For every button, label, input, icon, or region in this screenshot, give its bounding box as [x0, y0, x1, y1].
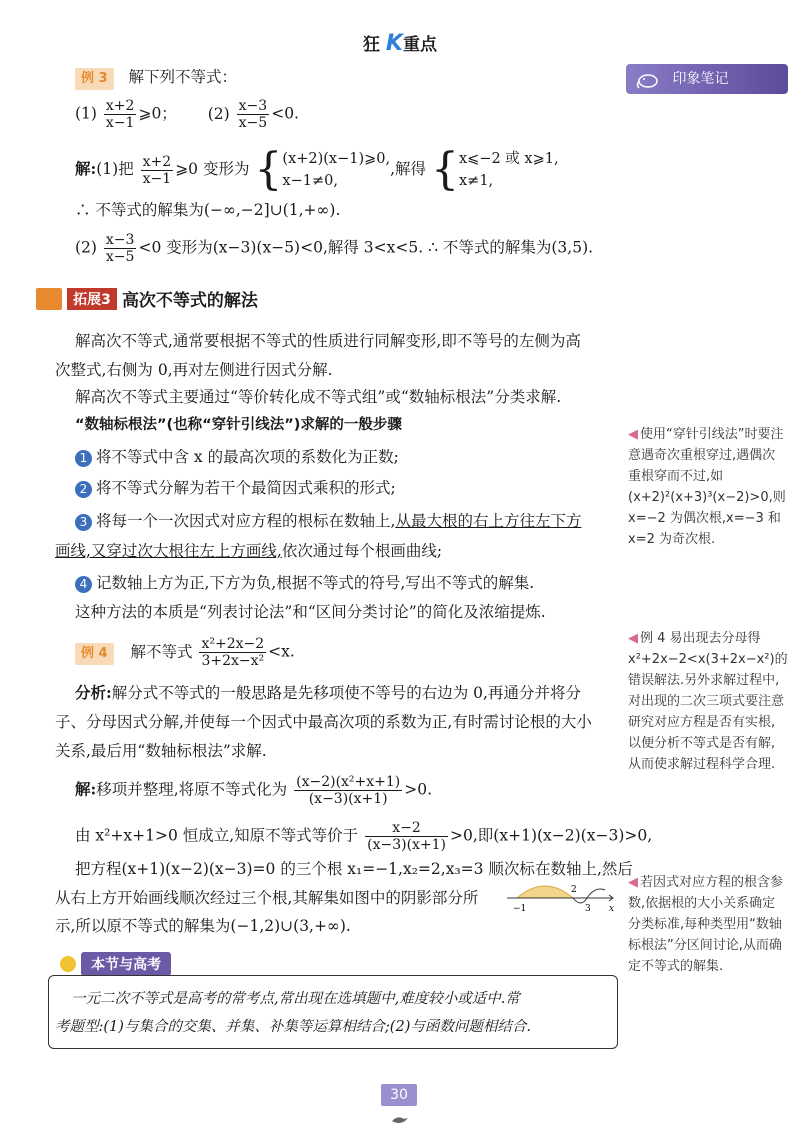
s1-c: ,解得 [390, 160, 427, 178]
page-number-text: 30 [390, 1087, 408, 1103]
example4-prompt-text: 解不等式 [130, 642, 193, 661]
sys2-l2: x≠1, [459, 173, 494, 189]
page-header [0, 30, 800, 56]
sign-curve [573, 889, 605, 903]
s1-fraction [141, 154, 174, 187]
example4-solution-fraction [294, 774, 402, 807]
example3-prompt: 解下列不等式： [128, 68, 238, 86]
sol-den: (x−3)(x+1) [308, 791, 388, 807]
step-3-number: 3 [75, 514, 92, 531]
s2-a: (2) [75, 238, 97, 257]
s2-b: <0 变形为(x−3)(x−5)<0,解得 3<x<5. ∴ 不等式的解集为(3,5). [138, 238, 594, 257]
eq-a: 由 x²+x+1>0 恒成立,知原不等式等价于 [75, 826, 359, 845]
s1-num: x+2 [142, 153, 172, 170]
axis-label-x: x [609, 904, 615, 914]
step-3-text-a: 将每一个一次因式对应方程的根标在数轴上, [96, 512, 396, 530]
body-p2: 解高次不等式主要通过“等价转化成不等式组”或“数轴标根法”分类求解. [75, 388, 562, 406]
body-p1-l1: 解高次不等式,通常要根据不等式的性质进行同解变形,即不等号的左侧为高 [75, 332, 581, 350]
solution3-part2 [75, 232, 593, 265]
sys1-l2: x−1≠0, [282, 173, 338, 189]
s1-b: ⩾0 变形为 [175, 160, 250, 178]
header-k-logo: K [385, 31, 403, 56]
eq-num: x−2 [365, 820, 448, 837]
p2-label: (2) [207, 104, 230, 123]
solution3-part1 [75, 144, 559, 195]
side-notes-title: 印象笔记 [672, 71, 729, 87]
exam-box-l1: 一元二次不等式是高考的常考点,常出现在选填题中,难度较小或适中.常 [71, 991, 520, 1007]
step-1-text: 将不等式中含 x 的最高次项的系数化为正数; [96, 448, 399, 466]
header-prefix: 狂 [363, 35, 380, 55]
example4-fraction [199, 636, 266, 669]
body-p3: “数轴标根法”(也称“穿针引线法”)求解的一般步骤 [75, 417, 402, 433]
step-2-text: 将不等式分解为若干个最简因式乘积的形式; [96, 479, 396, 497]
analysis-l2: 子、分母因式分解,并使每一个因式中最高次项的系数为正,有时需讨论根的大小 [55, 713, 592, 731]
system2 [459, 148, 559, 192]
solution-label: 解: [75, 159, 97, 178]
side-note-2-text: 例 4 易出现去分母得 x²+2x−2<x(3+2x−x²)的错误解法.另外求解过程中,对出现的二次三项式要注意研究对应方程是否有实根,以便分析不等式是否有解,从而使求解过程科学合理. [628, 631, 788, 772]
example4-solution [75, 774, 432, 807]
section-heading [36, 286, 258, 310]
example3-problems [75, 98, 299, 131]
analysis-label: 分析: [75, 683, 112, 702]
side-note-1 [628, 424, 788, 550]
p2-tail: <0. [271, 104, 299, 123]
triangle-bullet-icon: ◀ [628, 427, 638, 442]
side-note-1-text: 使用“穿针引线法”时要注意遇奇次重根穿过,遇偶次重根穿而不过,如(x+2)²(x+3)³(x−2)>0,则 x=−2 为偶次根,x=−3 和 x=2 为奇次根. [628, 427, 786, 547]
p2-den: x−5 [238, 115, 268, 131]
step-3-text-b: 从最大根的右上方往左下方 [395, 512, 582, 530]
book-icon [36, 288, 62, 310]
example3-prompt-line [75, 66, 237, 90]
eq-den: (x−3)(x+1) [367, 837, 447, 853]
sol-num: (x−2)(x²+x+1) [296, 774, 401, 790]
analysis-l3: 关系,最后用“数轴标根法”求解. [55, 742, 267, 760]
step-1-number: 1 [75, 450, 92, 467]
axis-label-neg1: −1 [513, 904, 527, 914]
s2-den: x−5 [105, 249, 135, 265]
sol-tail: >0. [404, 780, 433, 799]
system2-brace: { [431, 144, 459, 195]
step-4-number: 4 [75, 576, 92, 593]
bird-icon [390, 1110, 410, 1120]
side-note-2 [628, 628, 788, 775]
example4-tag: 例 4 [75, 643, 114, 665]
example4-tail: <x. [268, 642, 295, 661]
roots-l1: 把方程(x+1)(x−2)(x−3)=0 的三个根 x₁=−1,x₂=2,x₃=3 顺次标在数轴上,然后 [75, 860, 633, 878]
shaded-region [517, 886, 573, 898]
page-number [381, 1084, 417, 1106]
p2-fraction [237, 98, 270, 131]
roots-l2: 从右上方开始画线顺次经过三个根,其解集如图中的阴影部分所 [55, 889, 479, 907]
triangle-bullet-icon: ◀ [628, 631, 638, 646]
step-2 [75, 477, 396, 499]
step-3-l1 [75, 510, 581, 532]
example4-den: 3+2x−x² [201, 653, 265, 669]
side-note-3 [628, 872, 788, 977]
p1-den: x−1 [105, 115, 135, 131]
axis-label-3: 3 [585, 904, 591, 914]
lightbulb-icon [60, 956, 76, 972]
exam-box-title: 本节与高考 [81, 952, 171, 976]
p1-num: x+2 [105, 98, 135, 114]
s2-num: x−3 [105, 232, 135, 248]
body-p4: 这种方法的本质是“列表讨论法”和“区间分类讨论”的简化及浓缩提炼. [75, 603, 546, 621]
exam-box [48, 975, 618, 1049]
section-title: 高次不等式的解法 [121, 291, 258, 311]
side-note-3-text: 若因式对应方程的根含参数,依据根的大小关系确定分类标准,每种类型用“数轴标根法”分区间讨论,从而确定不等式的解集. [628, 875, 784, 974]
p1-fraction [104, 98, 137, 131]
example4-num: x²+2x−2 [201, 636, 265, 652]
exam-box-tag [60, 952, 171, 976]
elephant-icon [636, 70, 662, 88]
system1-brace: { [254, 144, 283, 195]
analysis-l1 [75, 682, 581, 704]
s2-fraction [104, 232, 137, 265]
example4-solution-a: 移项并整理,将原不等式化为 [96, 780, 288, 799]
eq-b: >0,即(x+1)(x−2)(x−3)>0, [450, 826, 653, 845]
step-3-text-d: 依次通过每个根画曲线; [281, 542, 443, 560]
equivalence-line [75, 820, 652, 853]
eq-fraction [365, 820, 448, 853]
step-3-l2 [55, 540, 442, 562]
step-3-text-c: 画线,又穿过次大根往左上方画线, [55, 542, 282, 560]
exam-box-l2: 考题型:(1)与集合的交集、并集、补集等运算相结合;(2)与函数问题相结合. [55, 1019, 531, 1035]
step-2-number: 2 [75, 481, 92, 498]
s1-den: x−1 [142, 170, 172, 187]
sys2-l1: x⩽−2 或 x⩾1, [459, 151, 559, 167]
p1-tail: ⩾0； [138, 104, 177, 123]
example4-prompt [75, 636, 295, 669]
solution3-result1: ∴ 不等式的解集为(−∞,−2]∪(1,+∞). [75, 201, 341, 219]
header-suffix: 重点 [402, 35, 437, 55]
example4-solution-label: 解: [75, 779, 97, 799]
section-tag: 拓展3 [67, 288, 117, 310]
step-4-text: 记数轴上方为正,下方为负,根据不等式的符号,写出不等式的解集. [96, 574, 535, 592]
system1 [282, 148, 390, 192]
p1-label: (1) [75, 104, 97, 123]
number-line-figure [505, 878, 617, 918]
step-4 [75, 572, 534, 594]
p2-num: x−3 [238, 98, 268, 114]
axis-label-2: 2 [571, 885, 577, 895]
triangle-bullet-icon: ◀ [628, 875, 638, 890]
example3-tag: 例 3 [75, 68, 114, 90]
roots-l3: 示,所以原不等式的解集为(−1,2)∪(3,+∞). [55, 917, 351, 935]
analysis-l1-text: 解分式不等式的一般思路是先移项使不等号的右边为 0,再通分并将分 [111, 684, 581, 702]
side-notes-header [626, 64, 788, 94]
sys1-l1: (x+2)(x−1)⩾0, [282, 151, 391, 167]
body-p1-l2: 次整式,右侧为 0,再对左侧进行因式分解. [55, 361, 333, 379]
s1-a: (1)把 [96, 160, 134, 178]
step-1 [75, 446, 399, 468]
